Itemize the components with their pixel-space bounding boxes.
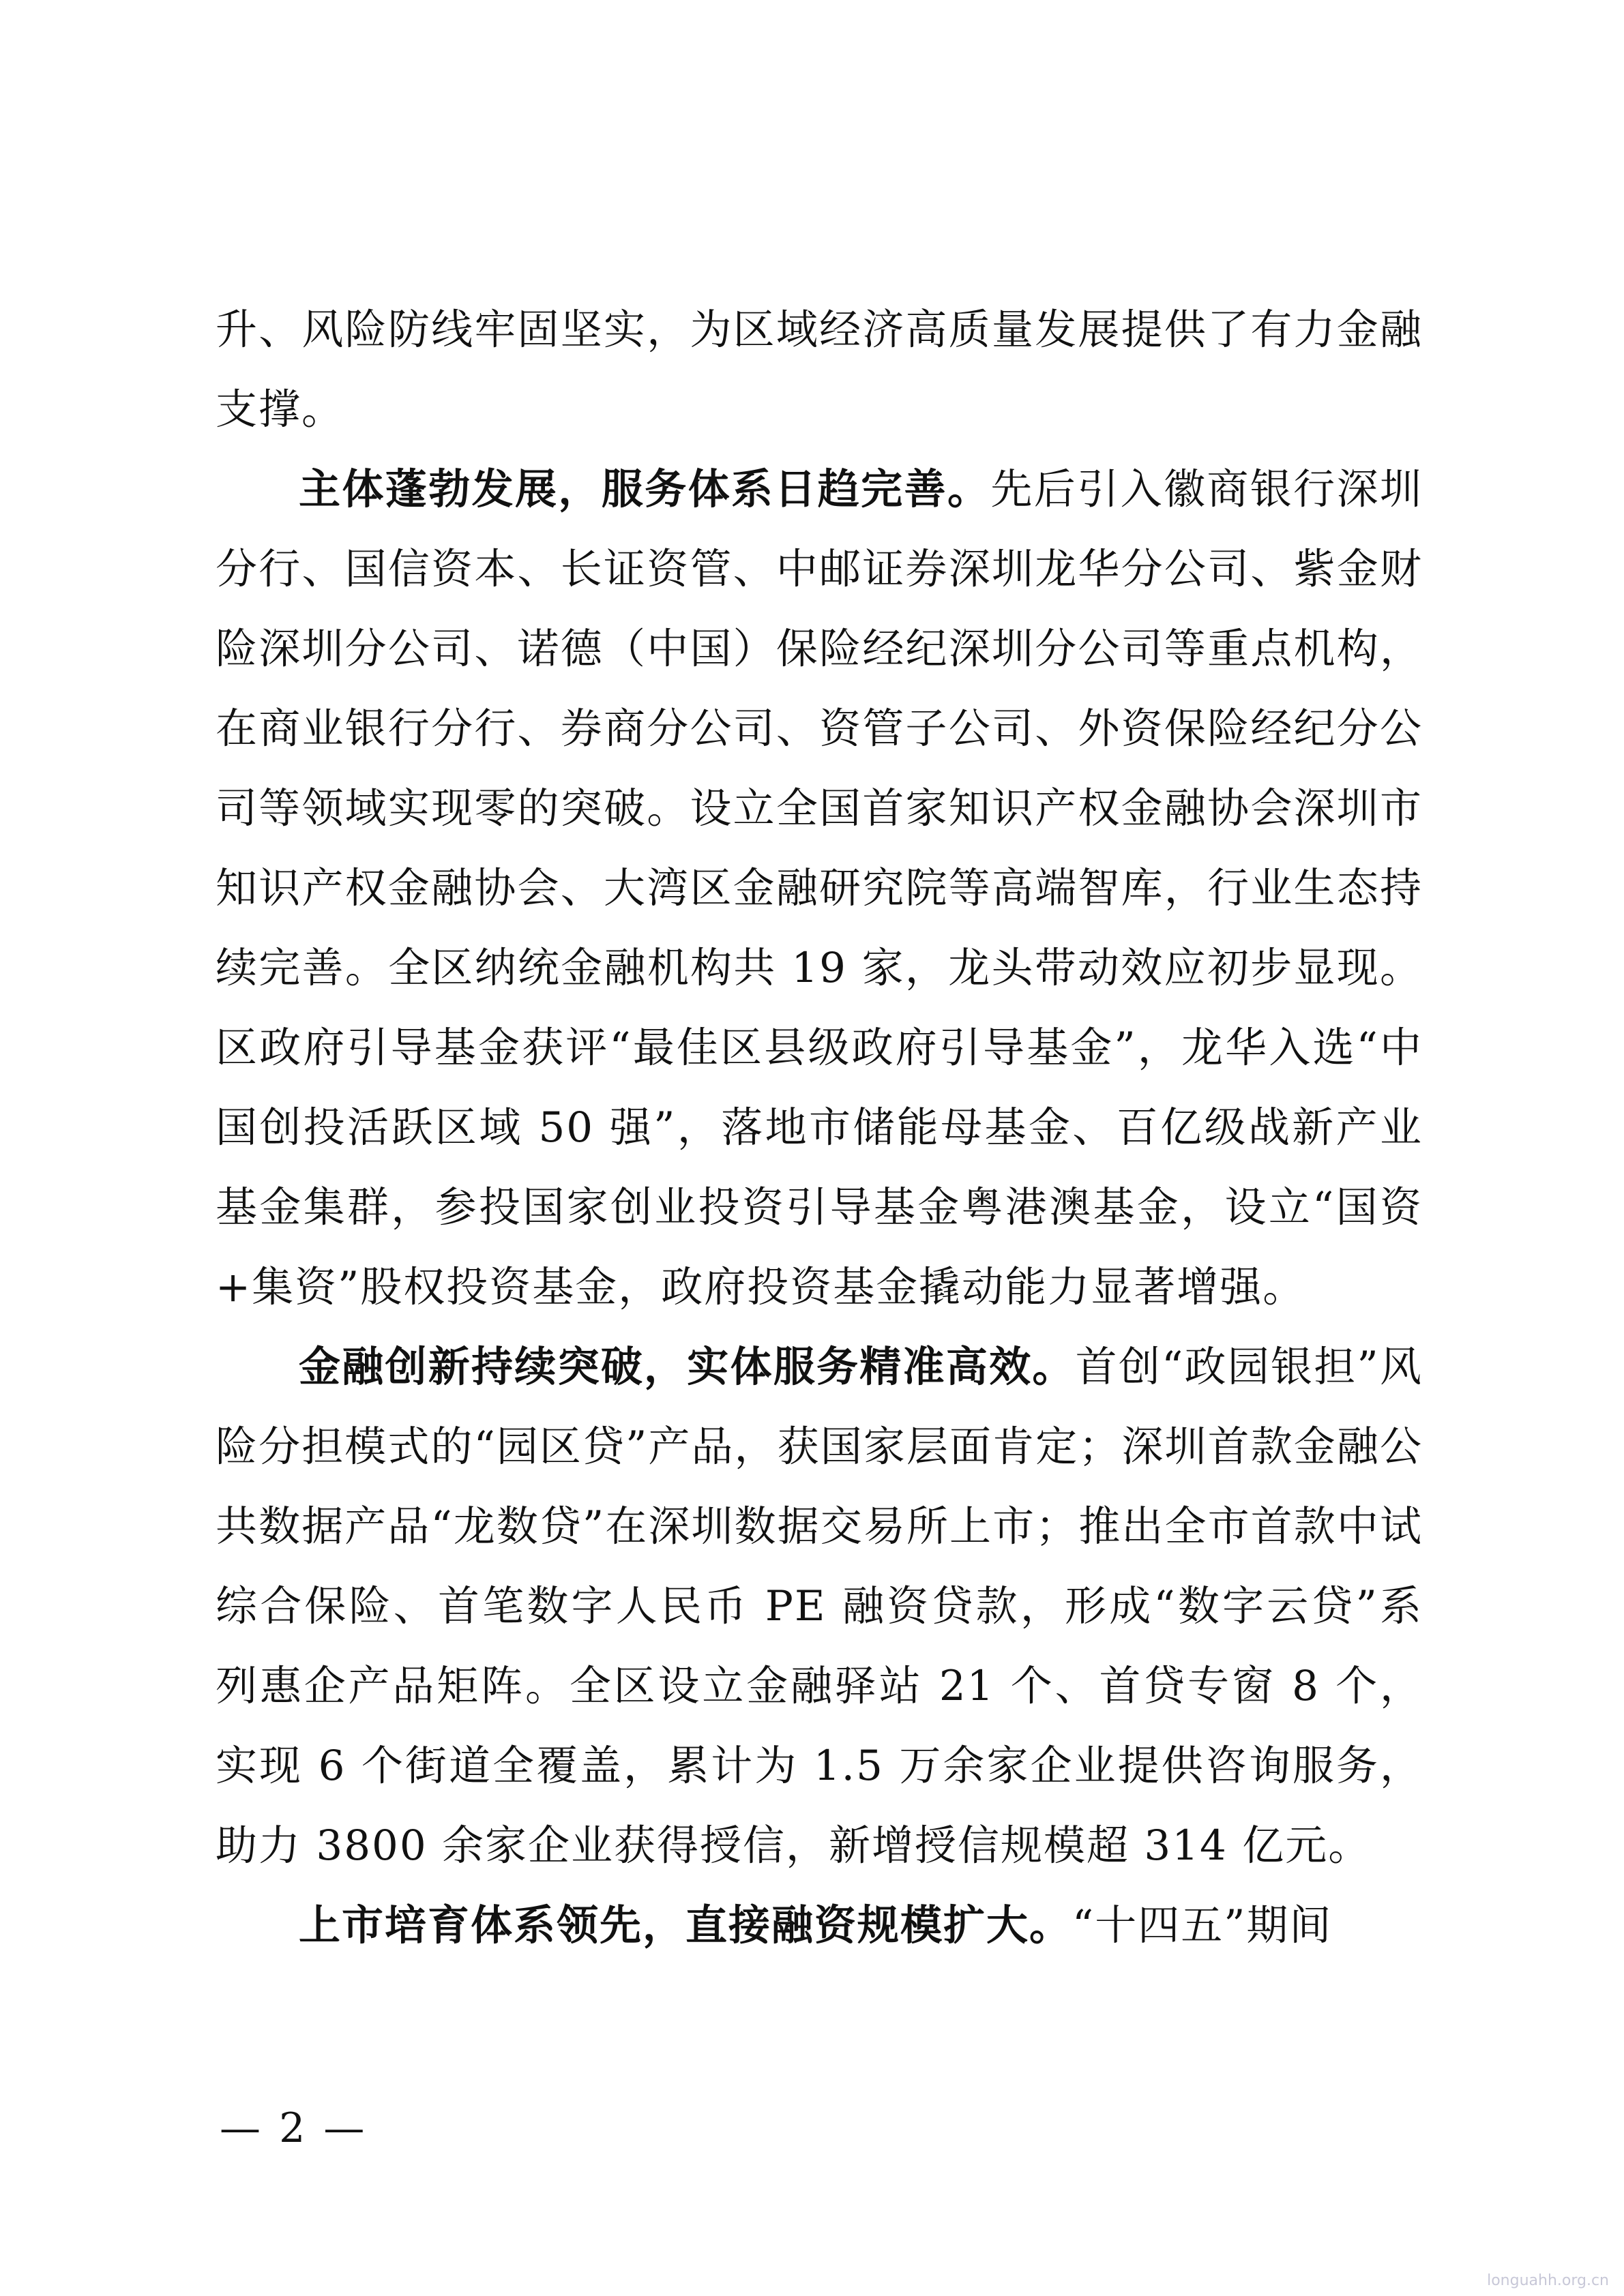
paragraph-1 bbox=[216, 290, 1423, 449]
document-body bbox=[216, 290, 1423, 1965]
paragraph-3-lead: 金融创新持续突破，实体服务精准高效。 bbox=[299, 1343, 1076, 1391]
paragraph-3-text: 首创“政园银担”风险分担模式的“园区贷”产品，获国家层面肯定；深圳首款金融公共数据产品“龙数贷”在深圳数据交易所上市；推出全市首款中试综合保险、首笔数字人民币 PE 融资贷款，形成“数字云贷”系列惠企产品矩阵。全区设立金融驿站 21 个、首贷专窗 8 个，实现 6 个街道全覆盖，累计为 1.5 万余家企业提供咨询服务，助力 3800 余家企业获得授信，新增授信规模超 314 亿元。 bbox=[216, 1343, 1423, 1870]
paragraph-2-lead: 主体蓬勃发展，服务体系日趋完善。 bbox=[299, 465, 991, 513]
paragraph-4-lead: 上市培育体系领先，直接融资规模扩大。 bbox=[299, 1901, 1073, 1950]
paragraph-4-text: “十四五”期间 bbox=[1072, 1901, 1333, 1950]
paragraph-2 bbox=[216, 449, 1423, 1327]
paragraph-2-text: 先后引入徽商银行深圳分行、国信资本、长证资管、中邮证券深圳龙华分公司、紫金财险深圳分公司、诺德（中国）保险经纪深圳分公司等重点机构，在商业银行分行、券商分公司、资管子公司、外资保险经纪分公司等领域实现零的突破。设立全国首家知识产权金融协会深圳市知识产权金融协会、大湾区金融研究院等高端智库，行业生态持续完善。全区纳统金融机构共 19 家，龙头带动效应初步显现。区政府引导基金获评“最佳区县级政府引导基金”，龙华入选“中国创投活跃区域 50 强”，落地市储能母基金、百亿级战新产业基金集群，参投国家创业投资引导基金粤港澳基金，设立“国资+集资”股权投资基金，政府投资基金撬动能力显著增强。 bbox=[216, 465, 1423, 1311]
paragraph-3 bbox=[216, 1327, 1423, 1885]
page-number: — 2 — bbox=[220, 2104, 368, 2152]
watermark: longuahh.org.cn bbox=[1487, 2272, 1609, 2289]
paragraph-1-text: 升、风险防线牢固坚实，为区域经济高质量发展提供了有力金融支撑。 bbox=[216, 305, 1423, 434]
paragraph-4 bbox=[216, 1885, 1423, 1965]
